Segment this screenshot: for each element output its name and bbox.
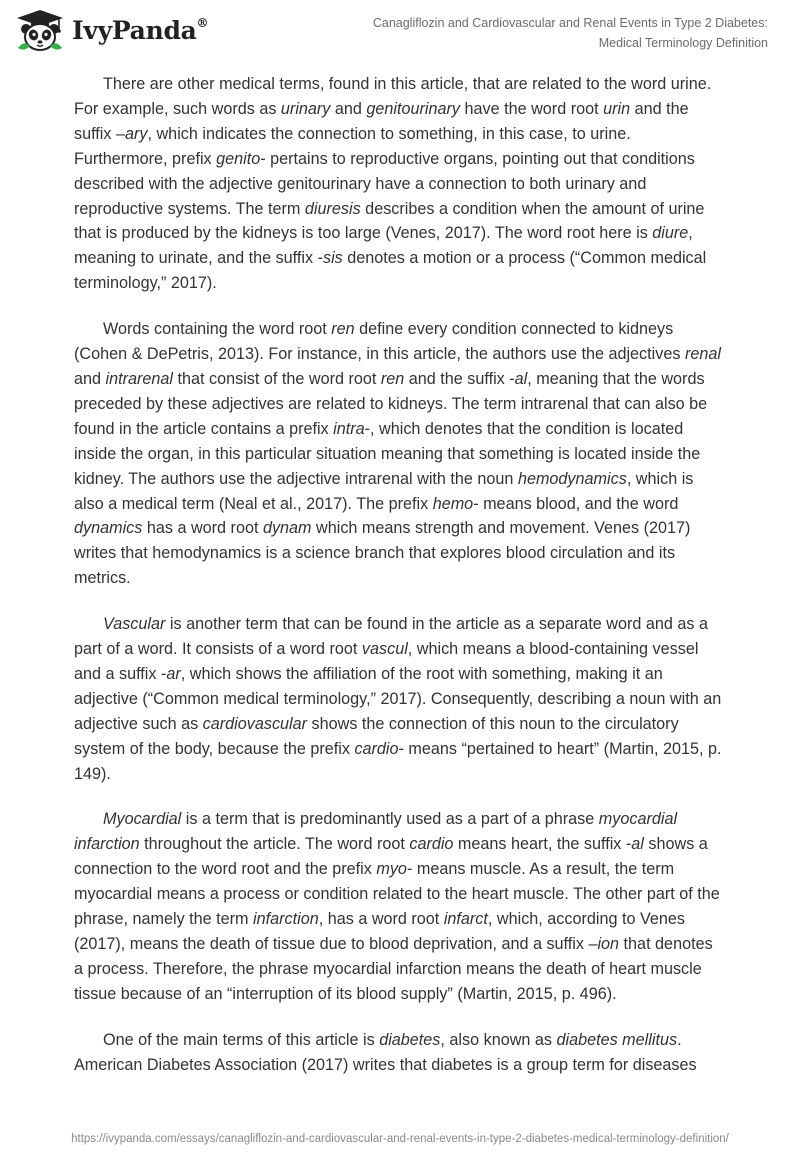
body-paragraph [74, 807, 726, 1006]
italic-term: renal [684, 345, 721, 364]
italic-term: dynamics [74, 519, 143, 538]
text-run: that denotes a process. Therefore, the phrase myocardial infarction means the death of heart muscle tissue because of an “interruption of its blood supply” (Martin, 2015, p. 496). [74, 935, 713, 1003]
italic-term: ary [125, 124, 148, 143]
ivypanda-logo[interactable] [14, 8, 208, 52]
text-run: define every condition connected to kidneys (Cohen & DePetris, 2013). For instance, in this article, the authors use the adjectives [74, 320, 685, 364]
italic-term: urinary [280, 99, 331, 118]
brand-name: IvyPanda® [72, 15, 209, 45]
text-run: and [330, 99, 367, 118]
italic-term: cardio [354, 739, 399, 758]
italic-term: intrarenal [105, 369, 174, 388]
text-run: , which, according to Venes (2017), means the death of tissue due to blood deprivation, and a suffix – [74, 910, 685, 953]
body-paragraph [74, 317, 726, 591]
text-run: and the suffix – [74, 99, 689, 143]
page-header [0, 0, 800, 70]
italic-term: hemo [432, 494, 474, 513]
document-title: Canagliflozin and Cardiovascular and Renal Events in Type 2 Diabetes: Medical Terminology Definition [372, 16, 768, 50]
italic-term: al [631, 835, 644, 854]
italic-term: diabetes mellitus [556, 1030, 678, 1049]
italic-term: ren [380, 369, 405, 388]
text-run: describes a condition when the amount of urine that is produced by the kidneys is too large (Venes, 2017). The word root here is [74, 199, 705, 243]
italic-term: diure [652, 224, 689, 243]
panda-graduate-icon [14, 8, 66, 52]
italic-term: ar [166, 664, 181, 683]
italic-term: infarct [443, 910, 488, 929]
italic-term: genito [216, 149, 261, 168]
italic-term: hemodynamics [517, 469, 627, 488]
text-run: , has a word root [318, 910, 444, 929]
body-paragraph [74, 612, 726, 786]
text-run: . American Diabetes Association (2017) writes that diabetes is a group term for diseases [74, 1030, 697, 1074]
text-run: - means blood, and the word [473, 494, 679, 513]
text-run: There are other medical terms, found in this article, that are related to the word urine. For example, such words as [74, 75, 712, 118]
text-run: -, which denotes that the condition is located inside the organ, in this particular situation meaning that something is located inside the kidney. The authors use the adjective intrarenal with the noun [74, 419, 701, 488]
text-run: that consist of the word root [173, 369, 381, 388]
italic-term: cardiovascular [202, 714, 308, 733]
italic-term: dynam [262, 519, 312, 538]
italic-term: ren [331, 320, 355, 339]
text-run: , which indicates the connection to something, in this case, to urine. Furthermore, prefix [74, 124, 631, 168]
italic-term: Myocardial [103, 810, 182, 829]
text-run: , meaning to urinate, and the suffix - [74, 224, 693, 268]
body-paragraph [74, 1028, 726, 1078]
text-run: denotes a motion or a process (“Common medical terminology,” 2017). [74, 249, 707, 293]
text-run: , which is also a medical term (Neal et al., 2017). The prefix [74, 469, 694, 513]
text-run: , which means a blood-containing vessel and a suffix - [74, 640, 699, 683]
text-run: , which shows the affiliation of the root with something, making it an adjective (“Common medical terminology,” 2017). Consequently, describing a noun with an adjective such as [74, 664, 722, 733]
italic-term: urin [603, 99, 631, 118]
text-run: - pertains to reproductive organs, pointing out that conditions described with the adjective genitourinary have a connection to both urinary and reproductive systems. The term [74, 149, 695, 218]
text-run: throughout the article. The word root [139, 835, 410, 854]
text-run: shows a connection to the word root and the prefix [74, 835, 708, 879]
text-run: means heart, the suffix - [453, 835, 632, 854]
italic-term: sis [322, 249, 343, 268]
italic-term: diuresis [304, 199, 361, 218]
italic-term: ion [597, 935, 620, 953]
italic-term: cardio [409, 835, 454, 854]
text-run: which means strength and movement. Venes (2017) writes that hemodynamics is a science branch that explores blood circulation and its metrics. [74, 519, 691, 588]
text-run: is another term that can be found in the article as a separate word and as a part of a word. It consists of a word root [74, 615, 708, 659]
text-run: have the word root [460, 99, 604, 118]
essay-body [74, 72, 726, 1099]
italic-term: vascul [361, 640, 408, 659]
italic-term: infarction [253, 910, 319, 929]
text-run: - means “pertained to heart” (Martin, 2015, p. 149). [74, 739, 722, 783]
italic-term: myocardial infarction [74, 810, 678, 854]
text-run: and the suffix - [404, 369, 515, 388]
text-run: and [74, 369, 106, 388]
text-run: One of the main terms of this article is [103, 1030, 380, 1049]
text-run: has a word root [142, 519, 263, 538]
body-paragraph [74, 72, 726, 296]
italic-term: myo [376, 860, 407, 879]
source-url[interactable]: https://ivypanda.com/essays/canagliflozin-and-cardiovascular-and-renal-events-in-type-2-diabetes-medical-terminology-definition/ [71, 1133, 729, 1145]
text-run: , also known as [440, 1030, 557, 1049]
italic-term: diabetes [379, 1030, 441, 1049]
italic-term: intra [333, 419, 365, 438]
text-run: , meaning that the words preceded by these adjectives are related to kidneys. The term intrarenal that can also be found in the article contains a prefix [74, 369, 708, 438]
text-run: Words containing the word root [103, 320, 332, 339]
italic-term: Vascular [103, 615, 166, 634]
italic-term: al [514, 369, 528, 388]
text-run: shows the connection of this noun to the circulatory system of the body, because the prefix [74, 714, 679, 758]
text-run: - means muscle. As a result, the term myocardial means a process or condition related to the heart muscle. The other part of the phrase, namely the term [74, 860, 720, 929]
italic-term: genitourinary [366, 99, 461, 118]
text-run: is a term that is predominantly used as a part of a phrase [181, 810, 599, 829]
